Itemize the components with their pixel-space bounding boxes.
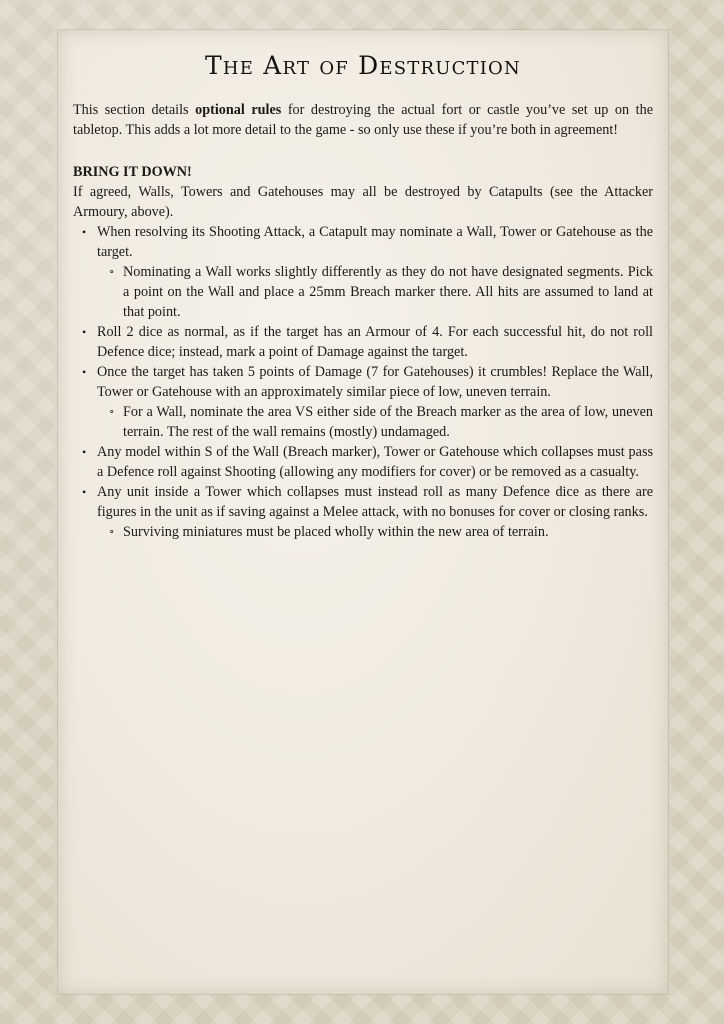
rule-item bbox=[82, 482, 653, 542]
bullet-icon: • bbox=[82, 365, 87, 379]
bullet-icon: • bbox=[82, 445, 87, 459]
intro-text-after: for destroying the actual fort or castle you’ve set up on the tabletop. This adds a lot more detail to the game - so only use these if you’re both in agreement! bbox=[73, 102, 653, 138]
sub-rule-item bbox=[109, 402, 653, 442]
rule-text: Any unit inside a Tower which collapses must instead roll as many Defence dice as there are figures in the unit as if saving against a Melee attack, with no bonuses for cover or closing ranks. bbox=[97, 484, 653, 520]
bullet-icon: • bbox=[82, 325, 87, 339]
rule-text: Once the target has taken 5 points of Damage (7 for Gatehouses) it crumbles! Replace the Wall, Tower or Gatehouse with an approximately similar piece of low, uneven terrain. bbox=[97, 364, 653, 400]
sub-rules-list bbox=[97, 522, 653, 542]
rule-text: Roll 2 dice as normal, as if the target has an Armour of 4. For each successful hit, do not roll Defence dice; instead, mark a point of Damage against the target. bbox=[97, 324, 653, 360]
sub-bullet-icon: ∘ bbox=[109, 266, 115, 278]
sub-rule-text: For a Wall, nominate the area VS either side of the Breach marker as the area of low, uneven terrain. The rest of the wall remains (mostly) undamaged. bbox=[123, 404, 653, 440]
intro-bold-text: optional rules bbox=[195, 102, 282, 118]
sub-rule-item bbox=[109, 262, 653, 322]
sub-bullet-icon: ∘ bbox=[109, 406, 115, 418]
bullet-icon: • bbox=[82, 485, 87, 499]
intro-text-before: This section details bbox=[73, 102, 196, 118]
sub-rules-list bbox=[97, 262, 653, 322]
section-heading: BRING IT DOWN! bbox=[73, 164, 192, 180]
rule-item bbox=[82, 222, 653, 322]
rules-list bbox=[73, 222, 653, 542]
rule-item bbox=[82, 362, 653, 442]
section-lead: If agreed, Walls, Towers and Gatehouses may all be destroyed by Catapults (see the Attacker Armoury, above). bbox=[73, 184, 653, 220]
bullet-icon: • bbox=[82, 225, 87, 239]
sub-rule-item bbox=[109, 522, 653, 542]
sub-rule-text: Nominating a Wall works slightly differently as they do not have designated segments. Pick a point on the Wall and place a 25mm Breach marker there. All hits are assumed to land at that point. bbox=[123, 264, 653, 320]
rule-text: When resolving its Shooting Attack, a Catapult may nominate a Wall, Tower or Gatehouse as the target. bbox=[97, 224, 653, 260]
rule-item bbox=[82, 442, 653, 482]
document-body bbox=[73, 50, 653, 542]
rule-item bbox=[82, 322, 653, 362]
intro-paragraph bbox=[73, 100, 653, 140]
sub-rule-text: Surviving miniatures must be placed wholly within the new area of terrain. bbox=[123, 524, 549, 540]
sub-bullet-icon: ∘ bbox=[109, 526, 115, 538]
rule-text: Any model within S of the Wall (Breach marker), Tower or Gatehouse which collapses must pass a Defence roll against Shooting (allowing any modifiers for cover) or be removed as a casualty. bbox=[97, 444, 653, 480]
sub-rules-list bbox=[97, 402, 653, 442]
page-title: The Art of Destruction bbox=[205, 51, 521, 80]
